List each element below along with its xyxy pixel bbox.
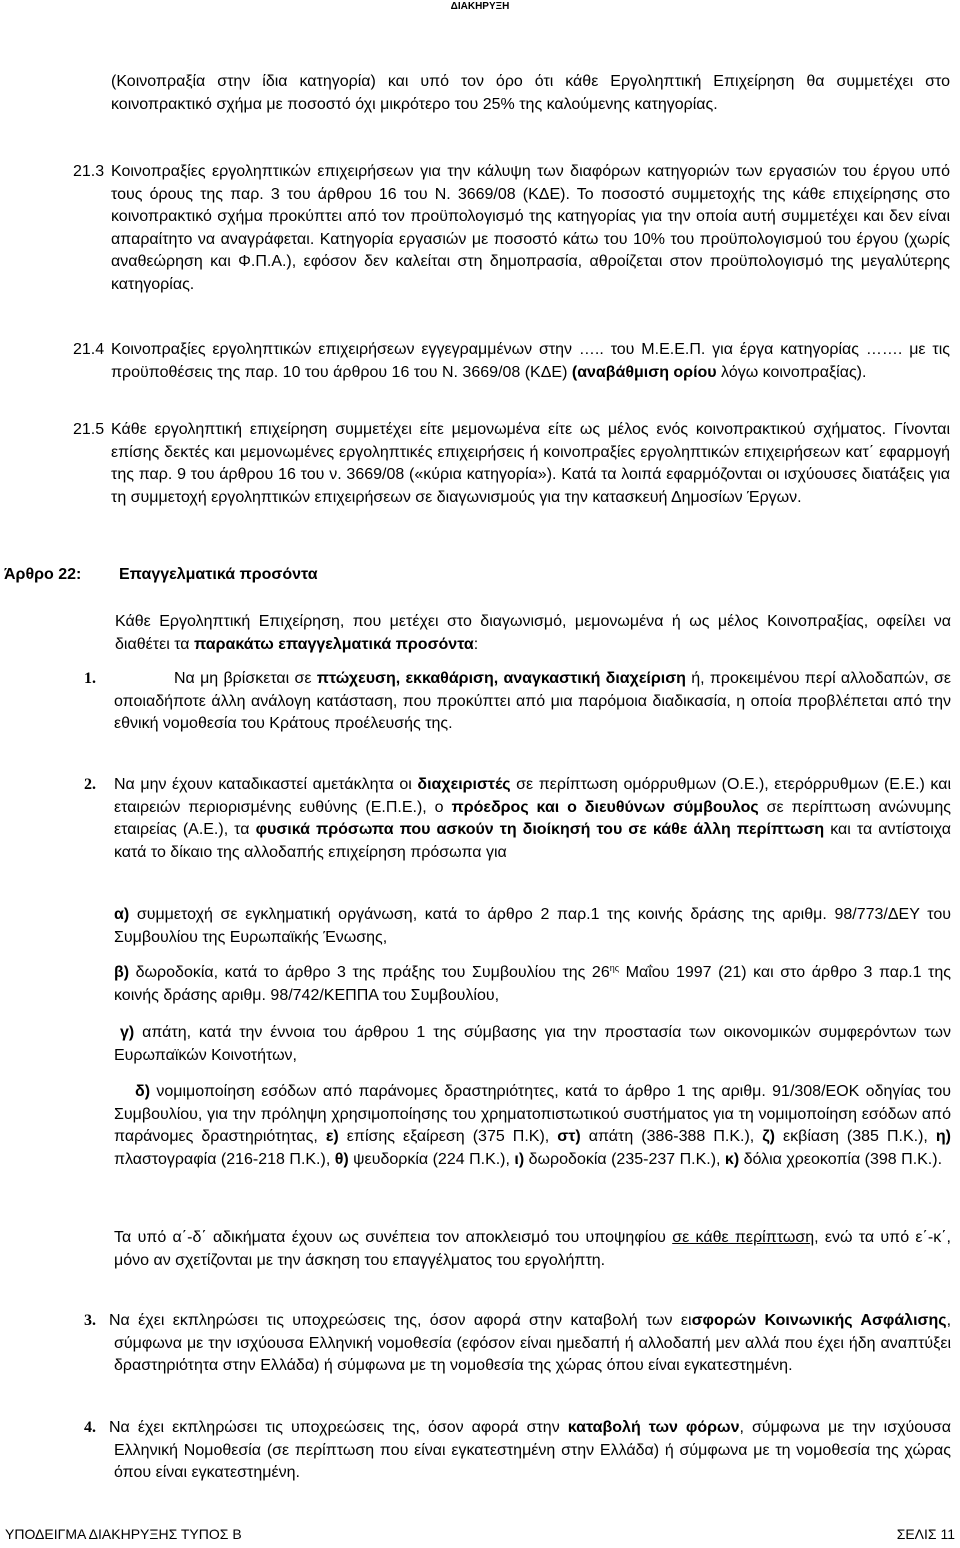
section-21-3-text: Κοινοπραξίες εργοληπτικών επιχειρήσεων για την κάλυψη των διαφόρων κατηγοριών των εργασιών του έργου υπό τους όρους της παρ. 3 του άρθρου 16 του Ν. 3669/08 (ΚΔΕ). Το ποσοστό συμμετοχής της κάθε επιχείρησης στο κοινοπρακτικό σχήμα προκύπτει από τον προϋπολογισμό της κατηγορίας για την οποία αυτή συμμετέχει και δεν είναι απαραίτητο να αναγράφεται. Κατηγορία εργασιών με ποσοστό κάτω του 10% του προϋπολογισμού του έργου (χωρίς αναθεώρηση και Φ.Π.Α.), εφόσον δεν καλείται στη δημοπρασία, αθροίζεται στον προϋπολογισμό της μεγαλύτερης κατηγορίας. [111,163,950,293]
section-21-5-text: Κάθε εργοληπτική επιχείρηση συμμετέχει είτε μεμονωμένα είτε ως μέλος ενός κοινοπρακτικού σχήματος. Γίνονται επίσης δεκτές και μεμονωμένες εργοληπτικές επιχειρήσεις ή κοινοπραξίες εργοληπτικών επιχειρήσεων κατ΄ εφαρμογή της παρ. 9 του άρθρου 16 του ν. 3669/08 («κύρια κατηγορία»). Κατά τα λοιπά εφαρμόζονται οι ισχύουσες διατάξεις για τη συμμετοχή εργοληπτικών επιχειρήσεων σε διαγωνισμούς για την κατασκευή Δημοσίων Έργων. [111,421,950,506]
item-2-text: Να μην έχουν καταδικαστεί αμετάκλητα οι διαχειριστές σε περίπτωση ομόρρυθμων (Ο.Ε.), ετερόρρυθμων (Ε.Ε.) και εταιρειών περιορισμένης ευθύνης (Ε.Π.Ε.), ο πρόεδρος και ο διευθύνων σύμβουλος σε περίπτωση ανώνυμης εταιρείας (Α.Ε.), τα φυσικά πρόσωπα που ασκούν τη διοίκησή του σε κάθε άλλη περίπτωση και τα αντίστοιχα κατά το δίκαιο της αλλοδαπής επιχείρηση πρόσωπα για [114,776,952,861]
article-22-label: Άρθρο 22: [4,566,82,583]
page-footer [0,1526,960,1542]
footer-document-title: ΥΠΟΔΕΙΓΜΑ ΔΙΑΚΗΡΥΞΗΣ ΤΥΠΟΣ Β [5,1526,242,1542]
item-2a-text: α) συμμετοχή σε εγκληματική οργάνωση, κατά το άρθρο 2 παρ.1 της κοινής δράσης της αριθμ. 98/773/ΔΕΥ του Συμβουλίου της Ευρωπαϊκής Ένωσης, [114,906,951,946]
footer-page-number: ΣΕΛΙΣ 11 [896,1526,955,1542]
item-3-text: Να έχει εκπληρώσει τις υποχρεώσεις της, όσον αφορά στην καταβολή των εισφορών Κοινωνικής Ασφάλισης, σύμφωνα με την ισχύουσα Ελληνική νομοθεσία (εφόσον είναι ημεδαπή ή αλλοδαπή μεν αλλά που έχει ήδη αναπτύξει δραστηριότητα στην Ελλάδα) ή σύμφωνα με τη νομοθεσία της χώρας όπου είναι εγκατεστημένη. [109,1312,952,1375]
item-2d-text: δ) νομιμοποίηση εσόδων από παράνομες δραστηριότητες, κατά το άρθρο 1 της αριθμ. 91/308/ΕΟΚ οδηγίας του Συμβουλίου, για την πρόληψη χρησιμοποίησης του χρηματοπιστωτικού συστήματος για τη νομιμοποίηση εσόδων από παράνομες δραστηριότητας, ε) επίσης εξαίρεση (375 Π.Κ), στ) απάτη (386-388 Π.Κ.), ζ) εκβίαση (385 Π.Κ.), η) πλαστογραφία (216-218 Π.Κ.), θ) ψευδορκία (224 Π.Κ.), ι) δωροδοκία (235-237 Π.Κ.), κ) δόλια χρεοκοπία (398 Π.Κ.). [114,1083,951,1168]
item-4-text: Να έχει εκπληρώσει τις υποχρεώσεις της, όσον αφορά στην καταβολή των φόρων, σύμφωνα με την ισχύουσα Ελληνική Νομοθεσία (σε περίπτωση που είναι εγκατεστημένη στην Ελλάδα) ή σύμφωνα με τη νομοθεσία της χώρας όπου είναι εγκατεστημένη. [109,1419,952,1482]
item-1-number: 1. [84,670,96,687]
item-2b-text: β) δωροδοκία, κατά το άρθρο 3 της πράξης του Συμβουλίου της $26^{\eta\varsigma}$ Μαΐου 1997 (21) και στο άρθρο 3 παρ.1 της κοινής δράσης αριθμ. 98/742/ΚΕΠΠΑ του Συμβουλίου, [114,963,951,1004]
article-22-title: Επαγγελματικά προσόντα [119,566,318,583]
section-21-4-text: Κοινοπραξίες εργοληπτικών επιχειρήσεων εγγεγραμμένων στην ….. του Μ.Ε.Ε.Π. για έργα κατηγορίας ……. με τις προϋποθέσεις της παρ. 10 του άρθρου 16 του Ν. 3669/08 (ΚΔΕ) (αναβάθμιση ορίου λόγω κοινοπραξίας). [111,341,950,381]
page-header: ΔΙΑΚΗΡΥΞΗ [450,1,510,12]
item-3-number: 3. [84,1312,96,1329]
section-number-21-5: 21.5 [73,421,105,438]
item-2-note: Τα υπό α΄-δ΄ αδικήματα έχουν ως συνέπεια τον αποκλεισμό του υποψηφίου σε κάθε περίπτωση, ενώ τα υπό ε΄-κ΄, μόνο αν σχετίζονται με την άσκηση του επαγγέλματος του εργολήπτη. [114,1229,951,1269]
item-2-number: 2. [84,776,96,793]
article-22-intro: Κάθε Εργοληπτική Επιχείρηση, που μετέχει στο διαγωνισμό, μεμονωμένα ή ως μέλος Κοινοπραξίας, οφείλει να διαθέτει τα παρακάτω επαγγελματικά προσόντα: [115,613,951,653]
section-number-21-4: 21.4 [73,341,105,358]
item-2c-text: γ) απάτη, κατά την έννοια του άρθρου 1 της σύμβασης για την προστασία των οικονομικών συμφερόντων των Ευρωπαϊκών Κοινοτήτων, [114,1024,951,1064]
item-1-text: Να μη βρίσκεται σε πτώχευση, εκκαθάριση, αναγκαστική διαχείριση ή, προκειμένου περί αλλοδαπών, σε οποιαδήποτε άλλη ανάλογη κατάσταση, που προκύπτει από μια παρόμοια διαδικασία, η οποία προβλέπεται από την εθνική νομοθεσία του Κράτους προέλευσής της. [114,670,951,733]
item-4-number: 4. [84,1419,96,1436]
intro-paragraph: (Κοινοπραξία στην ίδια κατηγορία) και υπό τον όρο ότι κάθε Εργοληπτική Επιχείρηση θα συμμετέχει στο κοινοπρακτικό σχήμα με ποσοστό όχι μικρότερο του 25% της καλούμενης κατηγορίας. [111,73,950,113]
section-number-21-3: 21.3 [73,163,105,180]
